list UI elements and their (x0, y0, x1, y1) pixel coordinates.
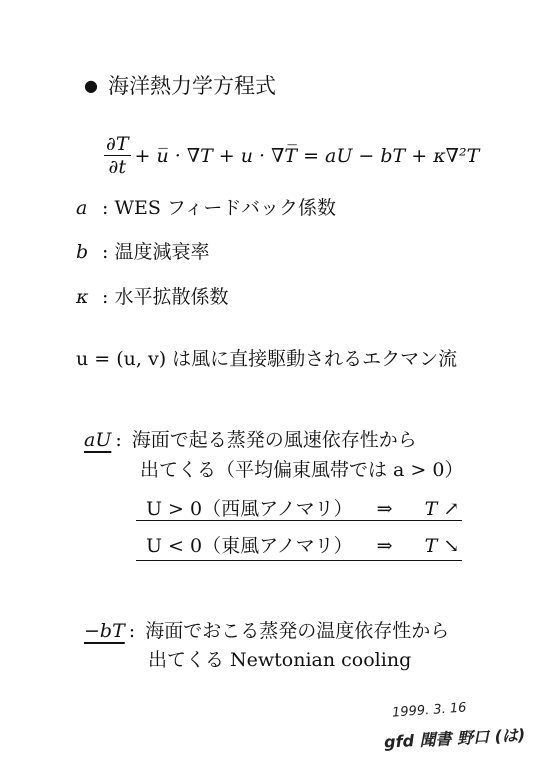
definition-symbol: a (76, 197, 88, 219)
definition-symbol: b (76, 241, 89, 263)
case-easterly (146, 531, 459, 561)
definition-text: 温度減衰率 (114, 241, 210, 263)
ekman-velocity-line: u = (u, v) は風に直接駆動されるエクマン流 (76, 348, 458, 370)
title-text: 海洋熱力学方程式 (107, 74, 276, 98)
section-title (84, 70, 276, 100)
bT-line2: 出てくる Newtonian cooling (148, 649, 412, 671)
handwritten-date: 1999. 3. 16 (391, 700, 467, 721)
definition-separator: : (102, 286, 109, 308)
bT-label-row (84, 616, 449, 646)
case2-condition: U < 0（東風アノマリ） (146, 535, 353, 557)
definition-separator: : (102, 197, 109, 219)
definition-text: 水平拡散係数 (114, 286, 229, 308)
definition-b (76, 237, 209, 264)
aU-label: aU (84, 429, 112, 451)
bullet-icon: ● (84, 76, 98, 95)
time-derivative-fraction (104, 133, 131, 178)
definition-kappa (76, 282, 228, 309)
case1-underline (136, 520, 462, 521)
definition-text: WES フィードバック係数 (114, 197, 337, 219)
aU-line1: 海面で起る蒸発の風速依存性から (131, 429, 417, 451)
fraction-denominator: ∂t (108, 156, 126, 178)
case2-result: T ↘ (424, 535, 460, 557)
bT-separator: : (128, 620, 136, 642)
definition-separator: : (102, 241, 109, 263)
aU-separator: : (115, 429, 122, 451)
definition-symbol: κ (76, 286, 89, 308)
implies-arrow-icon: ⇒ (376, 498, 393, 520)
case2-underline (136, 560, 462, 561)
aU-label-row (84, 425, 417, 455)
equation-rhs: + u̅ · ∇T + u · ∇T̅ = aU − bT + κ∇²T (134, 144, 480, 167)
aU-line2: 出てくる（平均偏東風帯では a > 0） (140, 459, 464, 481)
bT-line1: 海面でおこる蒸発の温度依存性から (145, 620, 450, 642)
handwritten-signature: gfd 聞書 野口 (は) (383, 725, 526, 752)
bT-label: −bT (84, 620, 125, 642)
case1-result: T ↗ (424, 498, 460, 520)
case1-condition: U > 0（西風アノマリ） (146, 498, 353, 520)
implies-arrow-icon: ⇒ (376, 535, 393, 557)
definition-a (76, 193, 336, 220)
fraction-numerator: ∂T (106, 133, 129, 155)
thermodynamic-equation (104, 133, 479, 178)
